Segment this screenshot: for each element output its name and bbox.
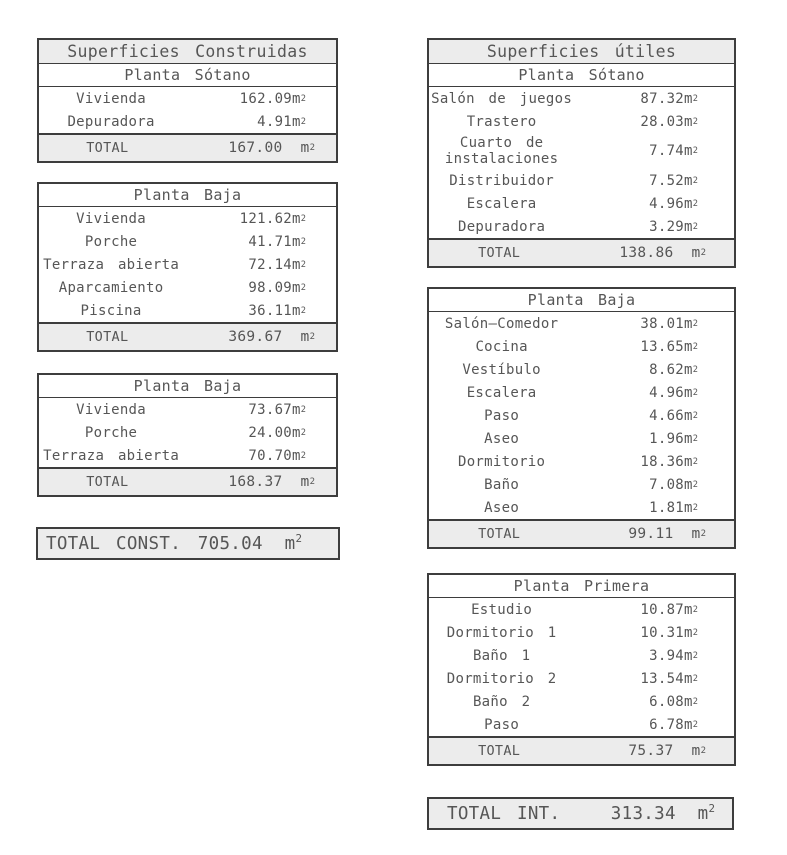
row-label: Dormitorio 1	[446, 624, 557, 641]
row-label: Depuradora	[67, 113, 155, 130]
total-value: 168.37 m 2	[228, 474, 315, 490]
floor-subtitle: Planta Baja	[39, 184, 336, 207]
row-label: Terraza abierta	[43, 447, 180, 464]
row-label: Baño 1	[472, 647, 531, 664]
table-row	[429, 133, 734, 169]
row-value: 1.96m 2	[649, 430, 698, 447]
row-label: Escalera	[466, 384, 537, 401]
table-row	[429, 169, 734, 192]
built-table-title: Superficies Construidas	[39, 40, 336, 64]
row-value: 10.31m 2	[640, 624, 698, 641]
row-value: 6.78m 2	[649, 716, 698, 733]
table-total-row	[39, 133, 336, 161]
row-value: 41.71m 2	[248, 233, 306, 250]
built-basement-table	[37, 38, 338, 163]
table-row	[39, 110, 336, 133]
grand-total-label: TOTAL INT.	[447, 803, 561, 824]
row-label: Dormitorio 2	[446, 670, 557, 687]
row-value: 162.09m 2	[239, 90, 306, 107]
grand-total-label: TOTAL CONST.	[46, 533, 182, 554]
row-value: 38.01m 2	[640, 315, 698, 332]
total-label: TOTAL	[478, 245, 521, 261]
row-value: 7.08m 2	[649, 476, 698, 493]
floor-subtitle: Planta Sótano	[429, 64, 734, 87]
row-value: 1.81m 2	[649, 499, 698, 516]
table-row	[429, 381, 734, 404]
row-value: 4.96m 2	[649, 195, 698, 212]
row-value: 3.94m 2	[649, 647, 698, 664]
row-label: Piscina	[80, 302, 142, 319]
row-label: Paso	[484, 716, 520, 733]
row-value: 73.67m 2	[248, 401, 306, 418]
row-label: Aseo	[484, 499, 520, 516]
row-label: Cocina	[475, 338, 528, 355]
total-label: TOTAL	[478, 526, 521, 542]
row-value: 98.09m 2	[248, 279, 306, 296]
total-value: 138.86 m 2	[619, 245, 706, 261]
table-total-row	[429, 238, 734, 266]
row-value: 7.74m 2	[649, 143, 698, 159]
total-interior-box	[427, 797, 734, 830]
table-row	[39, 230, 336, 253]
table-row	[429, 110, 734, 133]
floor-subtitle: Planta Baja	[429, 289, 734, 312]
row-label: Baño 2	[472, 693, 531, 710]
row-value: 8.62m 2	[649, 361, 698, 378]
useful-ground-floor-table	[427, 287, 736, 549]
row-label: Aparcamiento	[58, 279, 164, 296]
table-row	[39, 253, 336, 276]
row-label: Trastero	[466, 113, 537, 130]
table-row	[39, 276, 336, 299]
useful-first-floor-table	[427, 573, 736, 766]
row-label: Porche	[84, 424, 138, 441]
floor-subtitle: Planta Primera	[429, 575, 734, 598]
row-value: 28.03m 2	[640, 113, 698, 130]
row-label: Distribuidor	[449, 172, 554, 189]
table-row	[429, 690, 734, 713]
row-value: 70.70m 2	[248, 447, 306, 464]
built-upper-floor-table	[37, 373, 338, 497]
row-label: Vivienda	[76, 401, 147, 418]
table-row	[429, 192, 734, 215]
table-row	[429, 87, 734, 110]
built-ground-floor-table	[37, 182, 338, 352]
row-label: Aseo	[484, 430, 520, 447]
row-value: 24.00m 2	[248, 424, 306, 441]
row-label: Salón–Comedor	[444, 315, 559, 332]
table-row	[39, 421, 336, 444]
row-label: Dormitorio	[457, 453, 546, 470]
row-label: Vivienda	[76, 90, 147, 107]
row-value: 13.54m 2	[640, 670, 698, 687]
table-row	[39, 398, 336, 421]
grand-total-value: 313.34 $m^2$	[610, 801, 715, 824]
table-total-row	[429, 519, 734, 547]
total-value: 75.37 m 2	[628, 743, 706, 759]
table-row	[429, 404, 734, 427]
table-row	[39, 87, 336, 110]
table-row	[429, 598, 734, 621]
row-value: 6.08m 2	[649, 693, 698, 710]
row-value: 10.87m 2	[640, 601, 698, 618]
row-label: Paso	[484, 407, 520, 424]
row-value: 72.14m 2	[248, 256, 306, 273]
table-total-row	[429, 736, 734, 764]
table-row	[39, 299, 336, 322]
table-row	[429, 473, 734, 496]
total-label: TOTAL	[86, 474, 129, 490]
total-label: TOTAL	[478, 743, 521, 759]
row-label: Baño	[484, 476, 520, 493]
row-label: Salón de juegos	[431, 90, 573, 107]
row-value: 4.66m 2	[649, 407, 698, 424]
table-row	[429, 496, 734, 519]
table-row	[39, 444, 336, 467]
row-value: 18.36m 2	[640, 453, 698, 470]
row-label: Vestíbulo	[462, 361, 541, 378]
table-row	[429, 335, 734, 358]
table-row	[429, 450, 734, 473]
row-label: Cuarto de instalaciones	[444, 135, 559, 167]
floor-subtitle: Planta Sótano	[39, 64, 336, 87]
useful-basement-table	[427, 38, 736, 268]
total-label: TOTAL	[86, 140, 129, 156]
grand-total-value: 705.04 $m^2$	[197, 531, 302, 554]
total-label: TOTAL	[86, 329, 129, 345]
table-row	[429, 312, 734, 335]
table-row	[39, 207, 336, 230]
table-row	[429, 358, 734, 381]
table-row	[429, 667, 734, 690]
total-value: 99.11 m 2	[628, 526, 706, 542]
row-label: Estudio	[471, 601, 533, 618]
total-value: 369.67 m 2	[228, 329, 315, 345]
useful-table-title: Superficies útiles	[429, 40, 734, 64]
row-value: 7.52m 2	[649, 172, 698, 189]
table-total-row	[39, 322, 336, 350]
row-label: Vivienda	[76, 210, 147, 227]
row-value: 3.29m 2	[649, 218, 698, 235]
floor-subtitle: Planta Baja	[39, 375, 336, 398]
row-label: Terraza abierta	[43, 256, 180, 273]
row-label: Escalera	[466, 195, 537, 212]
row-value: 13.65m 2	[640, 338, 698, 355]
row-value: 36.11m 2	[248, 302, 306, 319]
table-total-row	[39, 467, 336, 495]
table-row	[429, 427, 734, 450]
table-row	[429, 621, 734, 644]
table-row	[429, 215, 734, 238]
table-row	[429, 644, 734, 667]
row-value: 121.62m 2	[239, 210, 306, 227]
total-constructed-box	[36, 527, 340, 560]
row-value: 4.91m 2	[257, 113, 306, 130]
total-value: 167.00 m 2	[228, 140, 315, 156]
row-value: 87.32m 2	[640, 90, 698, 107]
table-row	[429, 713, 734, 736]
row-value: 4.96m 2	[649, 384, 698, 401]
row-label: Porche	[84, 233, 138, 250]
row-label: Depuradora	[457, 218, 546, 235]
